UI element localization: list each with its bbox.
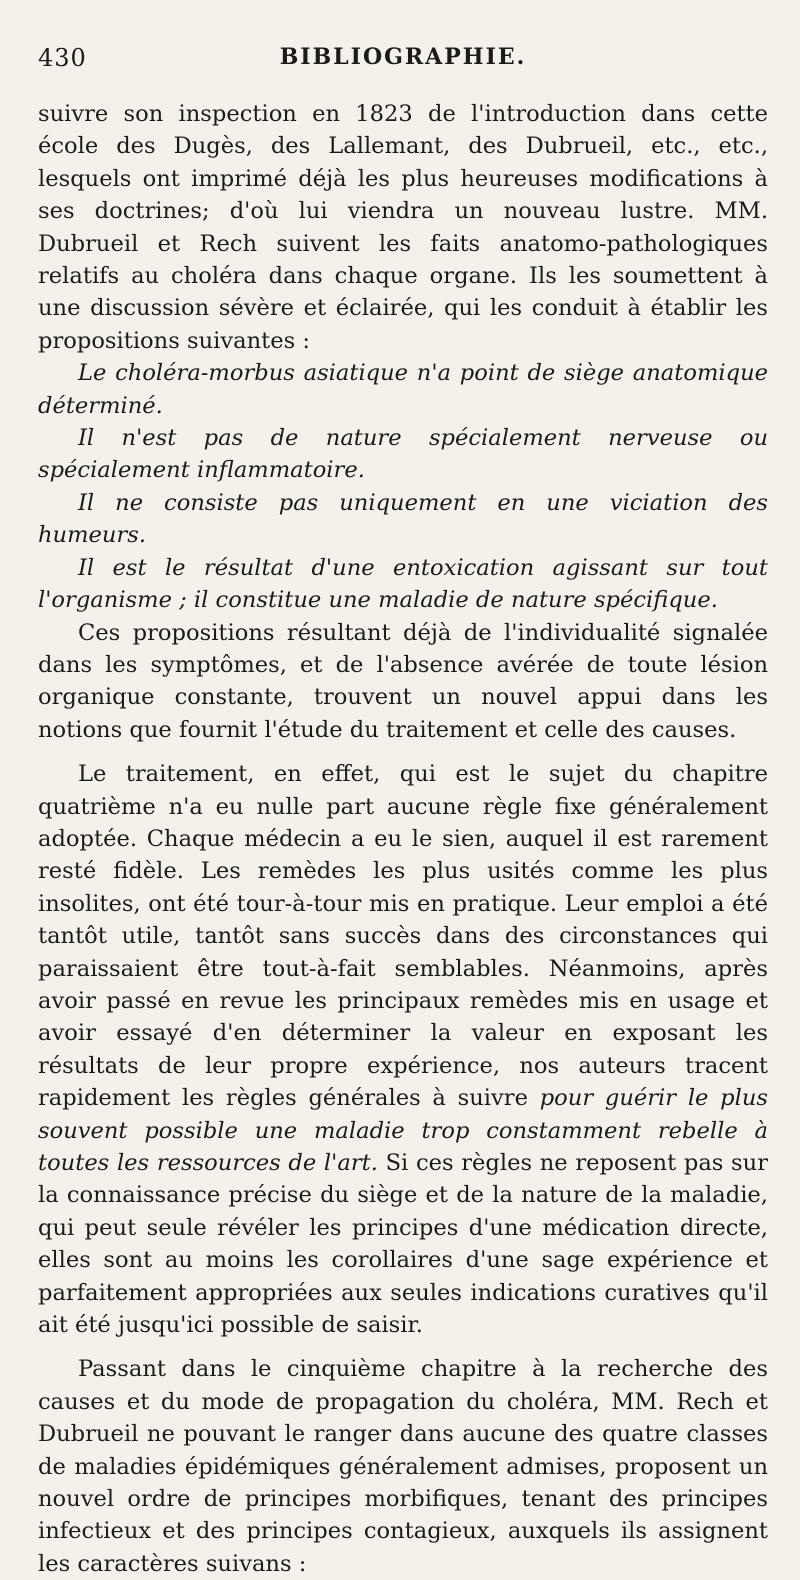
italic-text: Il est le résultat d'une entoxication agissant sur tout l'organisme ; il constitue une maladie de nature spécifique. bbox=[38, 554, 768, 614]
italic-text: Le choléra-morbus asiatique n'a point de siège anatomique déterminé. bbox=[38, 360, 768, 419]
paragraph bbox=[38, 617, 768, 747]
page-number: 430 bbox=[38, 44, 87, 72]
page-header bbox=[38, 36, 768, 76]
paragraph bbox=[38, 552, 768, 617]
text-run: Passant dans le cinquième chapitre à la recherche des causes et du mode de propagation du choléra, MM. Rech et Dubrueil ne pouvant le ranger dans aucune des quatre classes de maladies épidémiques généralement admises, proposent un nouvel ordre de principes morbifiques, tenant des principes infectieux et des principes contagieux, auxquels ils assignent les caractères suivans : bbox=[38, 1356, 768, 1577]
italic-text: Il ne consiste pas uniquement en une viciation des humeurs. bbox=[38, 489, 768, 549]
text-run: Ces propositions résultant déjà de l'individualité signalée dans les symptômes, et de l'absence avérée de toute lésion organique constante, trouvent un nouvel appui dans les notions que fournit l'étude du traitement et celle des causes. bbox=[38, 619, 768, 743]
italic-text: pour guérir le plus souvent possible une maladie trop constamment rebelle à toutes les ressources de l'art. bbox=[38, 1085, 768, 1176]
body-text bbox=[38, 98, 768, 1580]
text-run: suivre son inspection en 1823 de l'introduction dans cette école des Dugès, des Lallemant, des Dubrueil, etc., etc., lesquels ont imprimé déjà les plus heureuses modifications à ses doctrines; d'où lui viendra un nouveau lustre. MM. Dubrueil et Rech suivent les faits anatomo-pathologiques relatifs au choléra dans chaque organe. Ils les soumettent à une discussion sévère et éclairée, qui les conduit à établir les propositions suivantes : bbox=[38, 101, 768, 354]
paragraph bbox=[38, 422, 768, 487]
paragraph bbox=[38, 758, 768, 1341]
italic-text: Il n'est pas de nature spécialement nerveuse ou spécialement inflammatoire. bbox=[38, 425, 768, 484]
paragraph bbox=[38, 98, 768, 357]
paragraph bbox=[38, 357, 768, 422]
paragraph bbox=[38, 1353, 768, 1580]
paragraph bbox=[38, 487, 768, 552]
running-head: BIBLIOGRAPHIE. bbox=[279, 44, 527, 70]
text-run: Le traitement, en effet, qui est le sujet du chapitre quatrième n'a eu nulle part aucune règle fixe généralement adoptée. Chaque médecin a eu le sien, auquel il est rarement resté fidèle. Les remèdes les plus usités comme les plus insolites, ont été tour-à-tour mis en pratique. Leur emploi a été tantôt utile, tantôt sans succès dans des circonstances qui paraissaient être tout-à-fait semblables. Néanmoins, après avoir passé en revue les principaux remèdes mis en usage et avoir essayé d'en déterminer la valeur en exposant les résultats de leur propre expérience, nos auteurs tracent rapidement les règles générales à suivre bbox=[38, 761, 768, 1112]
text-run: Si ces règles ne reposent pas sur la connaissance précise du siège et de la nature de la maladie, qui peut seule révéler les principes d'une médication directe, elles sont au moins les corollaires d'une sage expérience et parfaitement appropriées aux seules indications curatives qu'il ait été jusqu'ici possible de saisir. bbox=[38, 1150, 768, 1339]
